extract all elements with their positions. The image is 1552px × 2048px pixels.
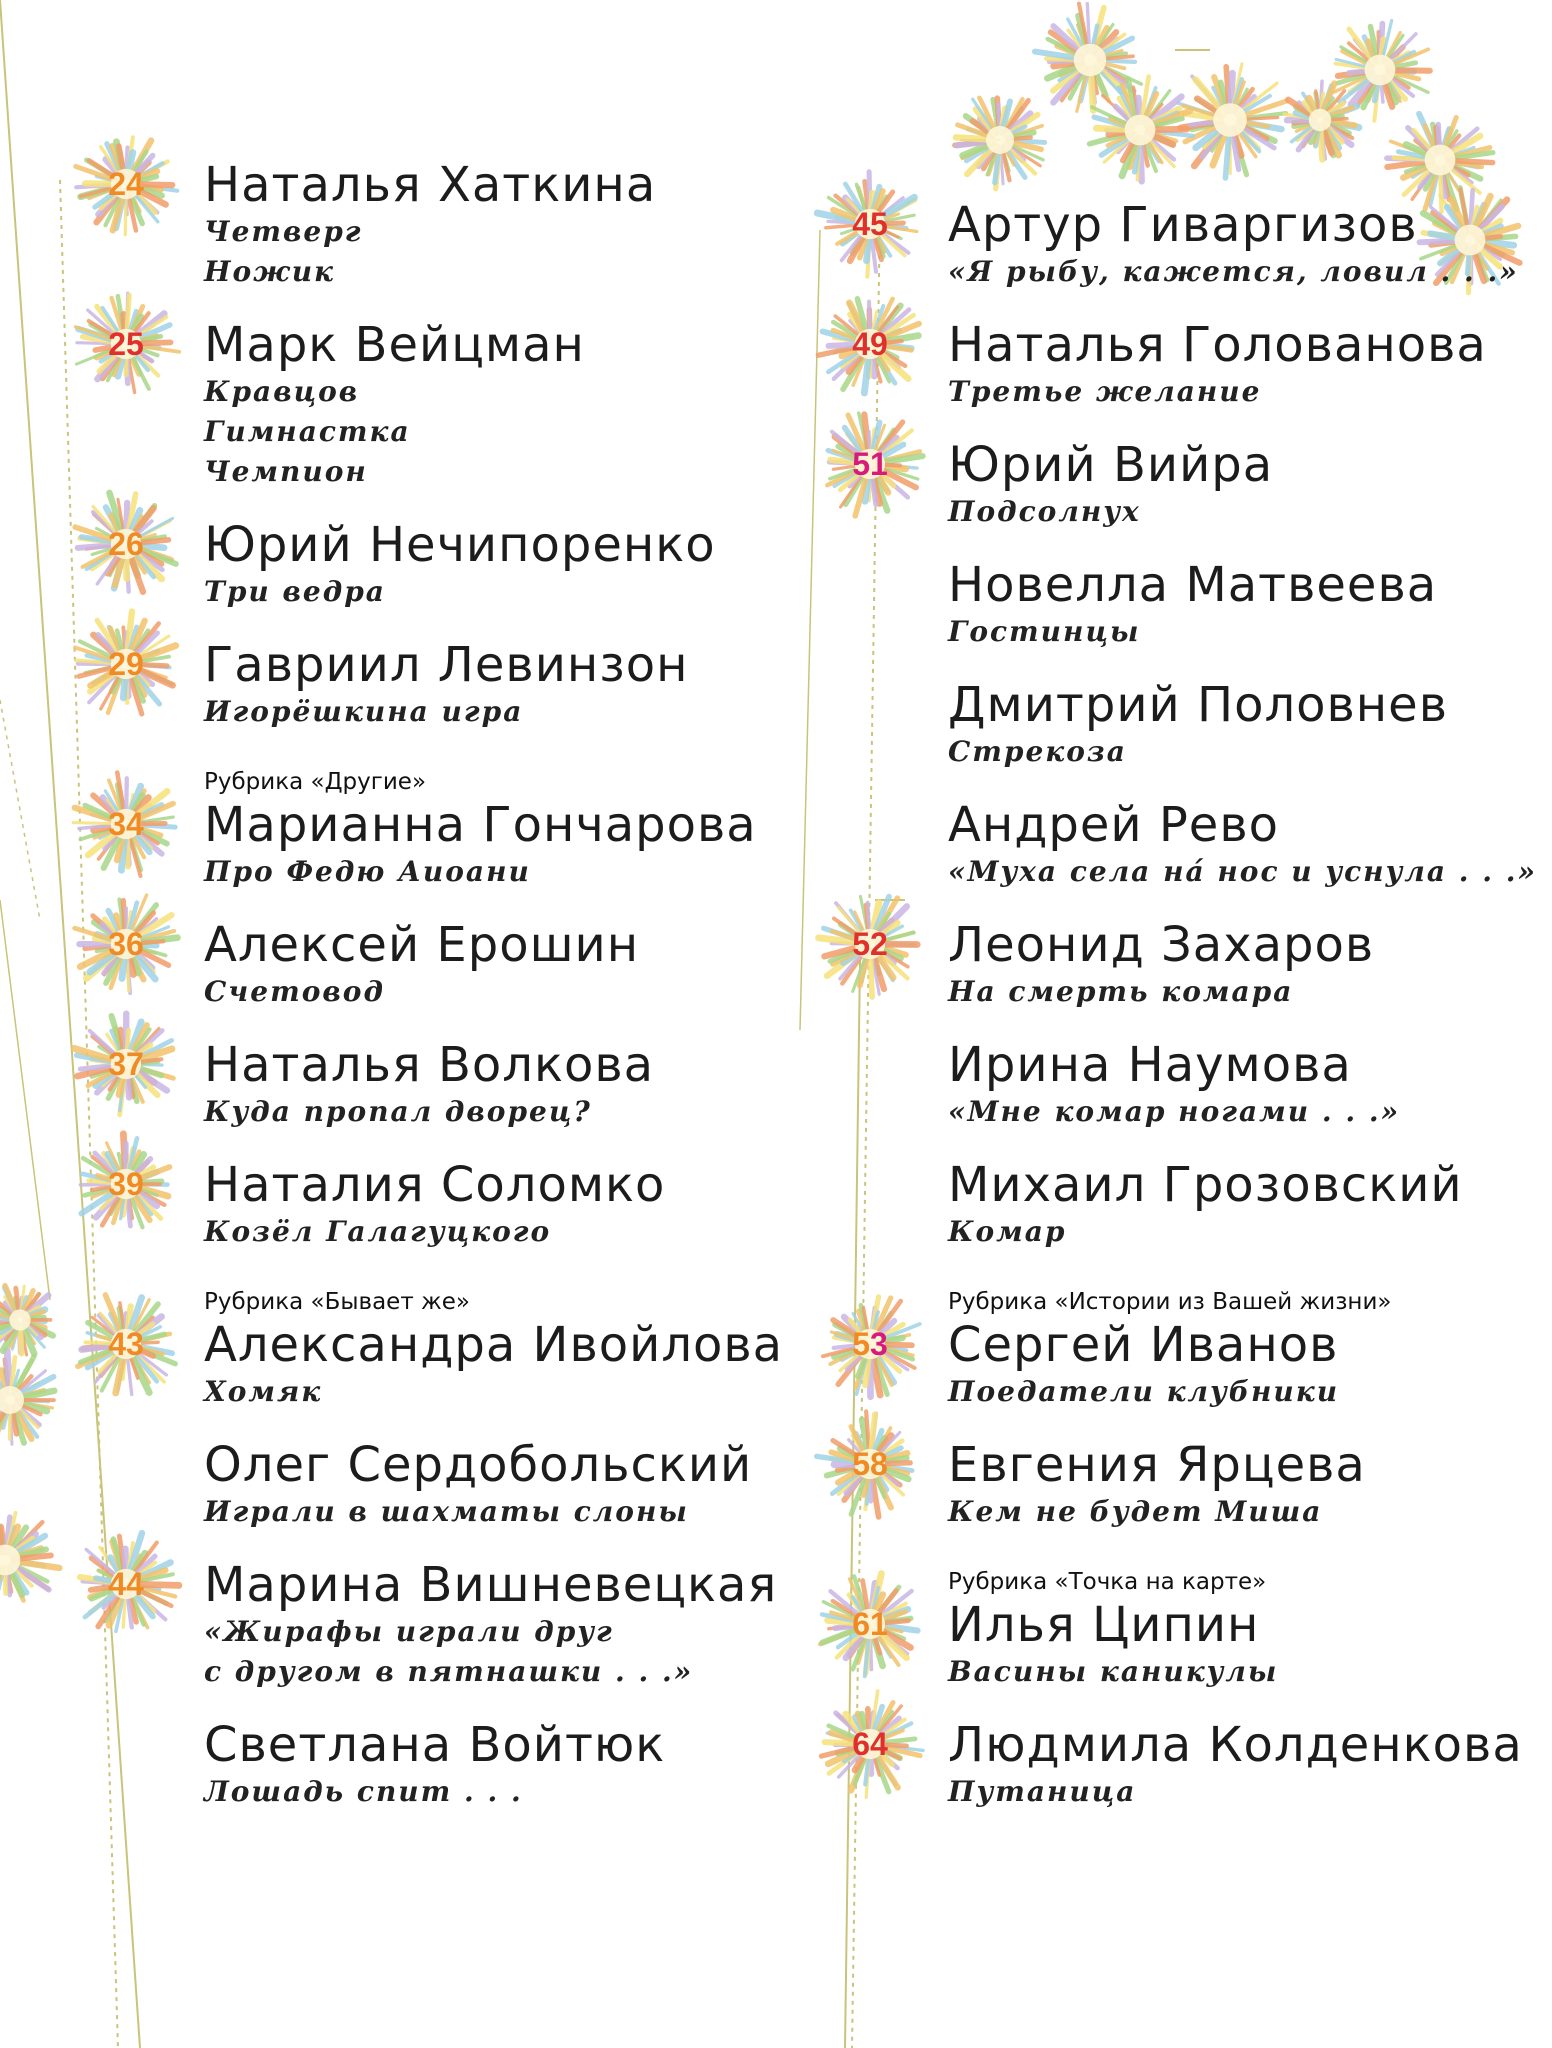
work-title: Куда пропал дворец? (204, 1095, 592, 1128)
work-title: На смерть комара (948, 975, 1294, 1008)
page-number-flower-icon (812, 286, 928, 402)
toc-entry-text (204, 1158, 665, 1252)
author-name: Алексей Ерошин (204, 917, 640, 973)
author-name: Наталия Соломко (204, 1157, 666, 1213)
toc-entry-text (948, 918, 1374, 1012)
author-name: Наталья Хаткина (204, 157, 657, 213)
author-name: Ирина Наумова (948, 1037, 1352, 1093)
page-number: 64 (852, 1726, 888, 1762)
work-title: Гостинцы (948, 615, 1141, 648)
page-number: 26 (108, 526, 144, 562)
page-number: 44 (108, 1566, 144, 1602)
toc-entry-text (948, 1718, 1523, 1812)
toc-entry-text (204, 1558, 777, 1692)
work-title: Козёл Галагуцкого (204, 1215, 552, 1248)
page-number: 61 (852, 1606, 888, 1642)
toc-entry-text (948, 1289, 1392, 1412)
page-number: 24 (108, 166, 144, 202)
toc-entry-text (948, 1438, 1366, 1532)
page-number-flower-icon (812, 166, 928, 282)
author-name: Илья Ципин (948, 1597, 1260, 1653)
page-number-flower-icon (812, 406, 928, 522)
page-number-flower-icon (812, 1686, 928, 1802)
page-number: 43 (108, 1326, 144, 1362)
work-title: Чемпион (204, 455, 368, 488)
toc-entry-text (948, 318, 1487, 412)
work-title: «Мне комар ногами . . .» (948, 1095, 1401, 1128)
toc-entry-text (204, 318, 585, 492)
rubric-label: Рубрика «Другие» (204, 769, 427, 795)
author-name: Светлана Войтюк (204, 1717, 666, 1773)
rubric-label: Рубрика «Истории из Вашей жизни» (948, 1289, 1392, 1315)
work-title: Лошадь спит . . . (204, 1775, 523, 1808)
page-number-flower-icon (812, 886, 928, 1002)
author-name: Юрий Нечипоренко (204, 517, 716, 573)
page-number-flower-icon (812, 1286, 928, 1402)
page-number-flower-icon (812, 1566, 928, 1682)
toc-entry-text (948, 198, 1519, 292)
toc-entry-text (204, 518, 716, 612)
page-number-flower-icon (68, 1526, 184, 1642)
toc-entry-text (948, 558, 1437, 652)
work-title: Стрекоза (948, 735, 1127, 768)
toc-entry-text (204, 1438, 752, 1532)
page-number-flower-icon (68, 606, 184, 722)
author-name: Евгения Ярцева (948, 1437, 1366, 1493)
page-number: 36 (108, 926, 144, 962)
author-name: Леонид Захаров (948, 917, 1375, 973)
toc-entry-text (948, 678, 1448, 772)
work-title: «Я рыбу, кажется, ловил . . .» (948, 255, 1519, 288)
toc-entry-text (204, 769, 757, 892)
toc-entry-text (204, 1038, 654, 1132)
work-title: Про Федю Аиоани (204, 855, 531, 888)
page-number-flower-icon (68, 286, 184, 402)
rubric-label: Рубрика «Бывает же» (204, 1289, 470, 1315)
author-name: Людмила Колденкова (948, 1717, 1523, 1773)
toc-entry-text (948, 1158, 1463, 1252)
work-title: Кравцов (204, 375, 360, 408)
page-number: 29 (108, 646, 144, 682)
page-number: 51 (852, 446, 888, 482)
toc-entry-text (204, 918, 639, 1012)
work-title: Подсолнух (948, 495, 1141, 528)
work-title: Играли в шахматы слоны (204, 1495, 689, 1528)
work-title: с другом в пятнашки . . .» (204, 1655, 694, 1688)
author-name: Александра Ивойлова (204, 1317, 784, 1373)
toc-entry-text (948, 438, 1273, 532)
work-title: Гимнастка (204, 415, 411, 448)
work-title: Хомяк (204, 1375, 323, 1408)
rubric-label: Рубрика «Точка на карте» (948, 1569, 1267, 1595)
work-title: Три ведра (204, 575, 386, 608)
work-title: Кем не будет Миша (948, 1495, 1323, 1528)
page-number-flower-icon (68, 1126, 184, 1242)
author-name: Наталья Волкова (204, 1037, 655, 1093)
author-name: Наталья Голованова (948, 317, 1487, 373)
work-title: «Муха села на́ нос и уснула . . .» (948, 855, 1537, 888)
toc-entry-text (204, 638, 689, 732)
work-title: Комар (948, 1215, 1067, 1248)
work-title: Ножик (204, 255, 335, 288)
toc-entry-text (948, 1038, 1400, 1132)
page-number-flower-icon (68, 1006, 184, 1122)
page-number-flower-icon (68, 486, 184, 602)
author-name: Андрей Рево (948, 797, 1279, 853)
toc-entry-text (204, 158, 656, 292)
author-name: Марк Вейцман (204, 317, 585, 373)
author-name: Сергей Иванов (948, 1317, 1339, 1373)
page-number: 39 (108, 1166, 144, 1202)
author-name: Юрий Вийра (948, 437, 1274, 493)
author-name: Артур Гиваргизов (948, 197, 1418, 253)
toc-entry-text (204, 1718, 665, 1812)
page-number-flower-icon (68, 766, 184, 882)
page-number-flower-icon (812, 1406, 928, 1522)
page-number: 45 (852, 206, 888, 242)
page-number: 53 (852, 1326, 888, 1362)
page-number: 52 (852, 926, 888, 962)
work-title: Игорёшкина игра (204, 695, 524, 728)
author-name: Олег Сердобольский (204, 1437, 753, 1493)
author-name: Новелла Матвеева (948, 557, 1438, 613)
work-title: «Жирафы играли друг (204, 1615, 614, 1648)
toc-entry-text (204, 1289, 784, 1412)
page-number: 49 (852, 326, 888, 362)
page-number-flower-icon (68, 126, 184, 242)
author-name: Гавриил Левинзон (204, 637, 689, 693)
page-number: 58 (852, 1446, 888, 1482)
page-number: 37 (108, 1046, 144, 1082)
toc-entry-text (948, 798, 1537, 892)
page-number-flower-icon (68, 886, 184, 1002)
work-title: Третье желание (948, 375, 1262, 408)
work-title: Счетовод (204, 975, 385, 1008)
author-name: Марина Вишневецкая (204, 1557, 778, 1613)
page-number-flower-icon (68, 1286, 184, 1402)
work-title: Четверг (204, 215, 363, 248)
page-number: 34 (108, 806, 144, 842)
work-title: Поедатели клубники (948, 1375, 1340, 1408)
work-title: Путаница (948, 1775, 1137, 1808)
page-number: 25 (108, 326, 144, 362)
toc-entry-text (948, 1569, 1279, 1692)
work-title: Васины каникулы (948, 1655, 1279, 1688)
author-name: Марианна Гончарова (204, 797, 757, 853)
author-name: Дмитрий Половнев (948, 677, 1448, 733)
author-name: Михаил Грозовский (948, 1157, 1463, 1213)
